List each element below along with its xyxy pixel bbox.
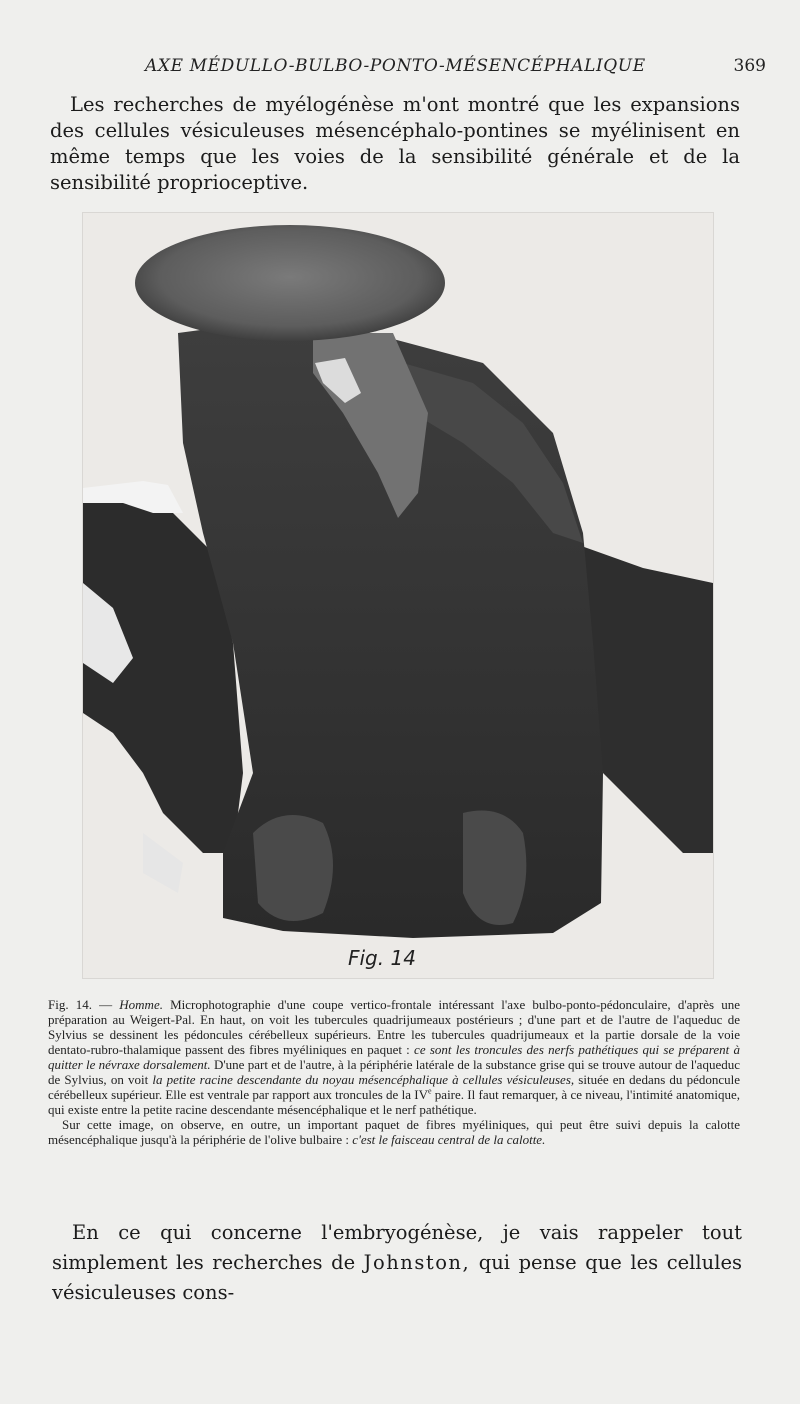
caption-lateral-text: D'une part et de l'autre, à la périphérie latérale de la substance grise qui se trouve autour de l'aqueduc de Sylvius, on voit (48, 1057, 740, 1087)
running-title: AXE MÉDULLO-BULBO-PONTO-MÉSENCÉPHALIQUE (145, 56, 646, 76)
quadrigeminal-tubercles (135, 225, 445, 341)
author-name: Johnston, (363, 1251, 471, 1274)
caption-paragraph-1 (48, 997, 740, 1117)
caption-description: Microphotographie d'une coupe vertico-frontale intéressant l'axe bulbo-ponto-pédonculaire, d'après une préparation au Weigert-Pal. En haut, on voit les tubercules quadrijumeaux postérieurs ; d'une part et de l'autre de l'aqueduc de Sylvius se dessinent les pédoncules cérébelleux supérieurs. Entre les tubercules quadrijumeaux et la partie dorsale de la voie dentato-rubro-thalamique passent des fibres myéliniques en paquet : (48, 997, 740, 1057)
bottom-text-start: En ce qui concerne l'embryogénèse, je vais rappeler tout simplement les recherches de (52, 1221, 742, 1274)
lower-left-gap (143, 833, 183, 893)
caption-paragraph-2 (48, 1117, 740, 1147)
fig-handwritten-label: Fig. 14 (348, 946, 416, 970)
caption-pathetic-note: ce sont les troncules des nerfs pathétiques qui se préparent à quitter le névraxe dorsalement. (48, 1042, 740, 1072)
brainstem-micrograph-figure (82, 212, 714, 979)
right-olive (463, 811, 526, 926)
brainstem-micrograph (83, 213, 713, 978)
caption-ventral-text: située en dedans du pédoncule cérébelleux supérieur. Elle est ventrale par rapport aux troncules de la IV (48, 1072, 740, 1102)
caption-fig-number: Fig. 14. — (48, 997, 120, 1012)
figure-caption (48, 997, 740, 1147)
caption-root-note: la petite racine descendante du noyau mésencéphalique à cellules vésiculeuses, (152, 1072, 575, 1087)
page-number: 369 (733, 56, 766, 76)
intro-paragraph (50, 92, 740, 196)
left-olive (253, 815, 333, 921)
caption-species: Homme. (119, 997, 163, 1012)
caption-p2-text: Sur cette image, on observe, en outre, un important paquet de fibres myéliniques, qui peut être suivi depuis la calotte mésencéphalique jusqu'à la périphérie de l'olive bulbaire : (48, 1117, 740, 1147)
caption-final-text: paire. Il faut remarquer, à ce niveau, l'intimité anatomique, qui existe entre la petite racine descendante mésencéphalique et le nerf pathétique. (48, 1087, 740, 1117)
caption-superscript: e (427, 1086, 432, 1096)
caption-p2-italic: c'est le faisceau central de la calotte. (352, 1132, 546, 1147)
bottom-paragraph (52, 1218, 742, 1308)
intro-text: Les recherches de myélogénèse m'ont montré que les expansions des cellules vésiculeuses mésencéphalo-pontines se myélinisent en même temps que les voies de la sensibilité générale et de la sensibilité proprioceptive. (50, 93, 740, 194)
running-header (0, 56, 800, 82)
bottom-text-end: qui pense que les cellules vésiculeuses cons- (52, 1251, 742, 1304)
